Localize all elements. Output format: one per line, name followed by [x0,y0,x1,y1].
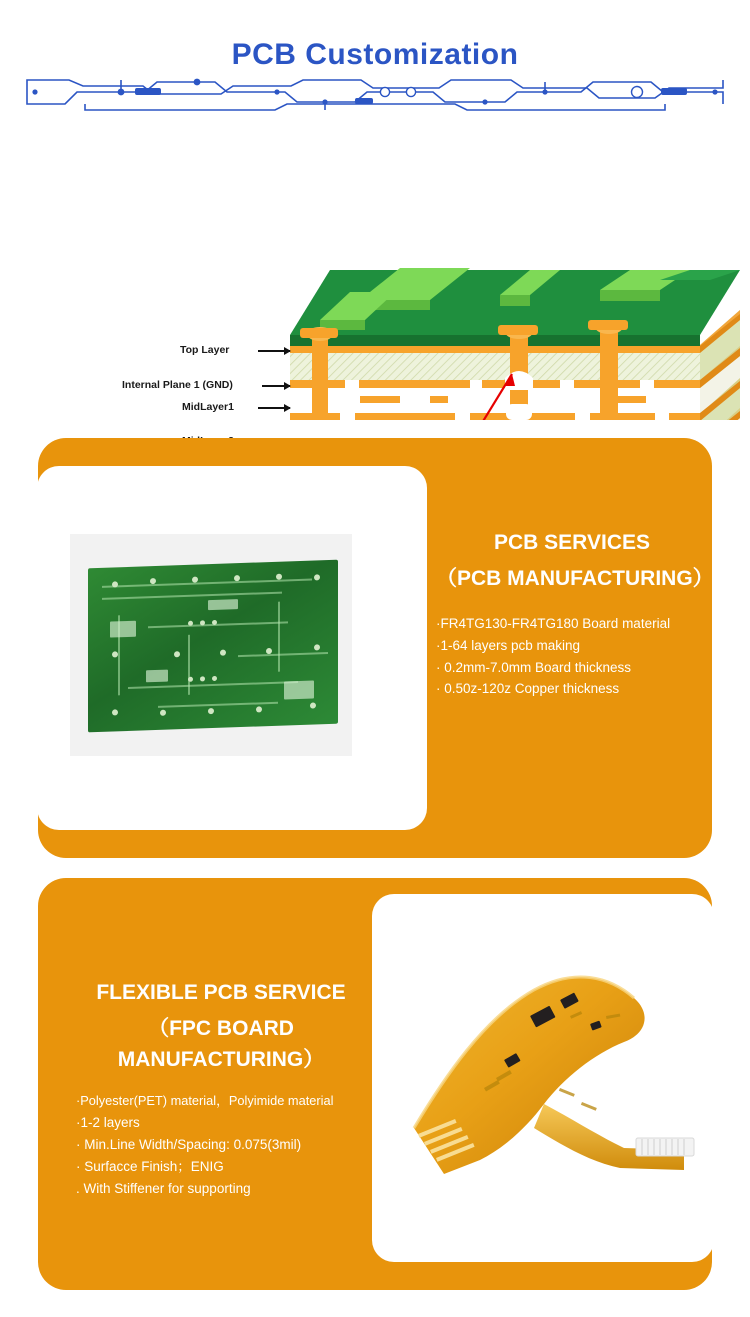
pcb-pad [112,709,118,715]
page-header [0,0,750,120]
pcb-trace [238,652,328,657]
flexible-pcb-text [66,978,376,1199]
layer-label-plane1: Internal Plane 1 (GND) [122,379,233,391]
flexible-pcb-subheading: （FPC BOARD MANUFACTURING） [117,1017,325,1071]
layer-arrow-mid1 [258,407,290,409]
pcb-component [110,621,136,638]
layer-label-mid1: MidLayer1 [182,401,234,413]
pcb-pad [188,677,193,682]
layer-label-top: Top Layer [180,344,230,356]
pcb-pad [174,651,180,657]
pcb-pad [160,710,166,716]
pcb-stackup-diagram [0,120,750,420]
panel-pcb-services [38,438,712,858]
layer-arrow-top [258,350,290,352]
layer-arrow-plane1 [262,385,290,387]
bullet-item: ·Polyester(PET) material，Polyimide material [76,1093,334,1109]
stackup-illustration [0,120,750,420]
bullet-item: · 0.50z-120z Copper thickness [436,681,620,697]
pcb-pad [314,644,320,650]
circuit-band-icon [25,72,725,112]
pcb-pad [208,708,214,714]
pcb-pad [310,702,316,708]
pcb-component [146,670,168,683]
pcb-trace [102,592,282,600]
pcb-component [208,599,238,610]
pcb-pad [220,650,226,656]
bullet-item: ·1-64 layers pcb making [436,637,581,653]
pcb-pad [200,676,205,681]
pcb-services-bullets [436,613,708,700]
rigid-pcb-photo [70,534,352,756]
bullet-item: . With Stiffener for supporting [76,1180,251,1196]
pcb-component [284,680,314,699]
fpc-illustration [384,938,702,1188]
bullet-item: · Surfacce Finish；ENIG [76,1158,224,1174]
pcb-trace [128,681,298,689]
bullet-item: · Min.Line Width/Spacing: 0.075(3mil) [76,1136,302,1152]
pcb-trace [148,621,288,628]
pcb-trace [102,579,312,588]
flexible-fpc-photo [384,938,702,1188]
pcb-services-text [436,528,714,700]
flexible-pcb-bullets [66,1091,376,1199]
bullet-item: · 0.2mm-7.0mm Board thickness [436,659,632,675]
bullet-item: ·1-2 layers [76,1115,140,1131]
pcb-trace [278,602,280,672]
pcb-services-heading: PCB SERVICES [494,531,650,554]
bullet-item: ·FR4TG130-FR4TG180 Board material [436,615,671,631]
pcb-services-subheading: （PCB MANUFACTURING） [436,567,714,591]
flexible-pcb-heading: FLEXIBLE PCB SERVICE [96,981,346,1004]
pcb-pad [314,574,320,580]
pcb-pad [212,676,217,681]
pcb-board-image [88,560,338,733]
panel-flexible-pcb-service [38,878,712,1290]
page-title: PCB Customization [231,38,519,71]
pcb-pad [256,706,262,712]
